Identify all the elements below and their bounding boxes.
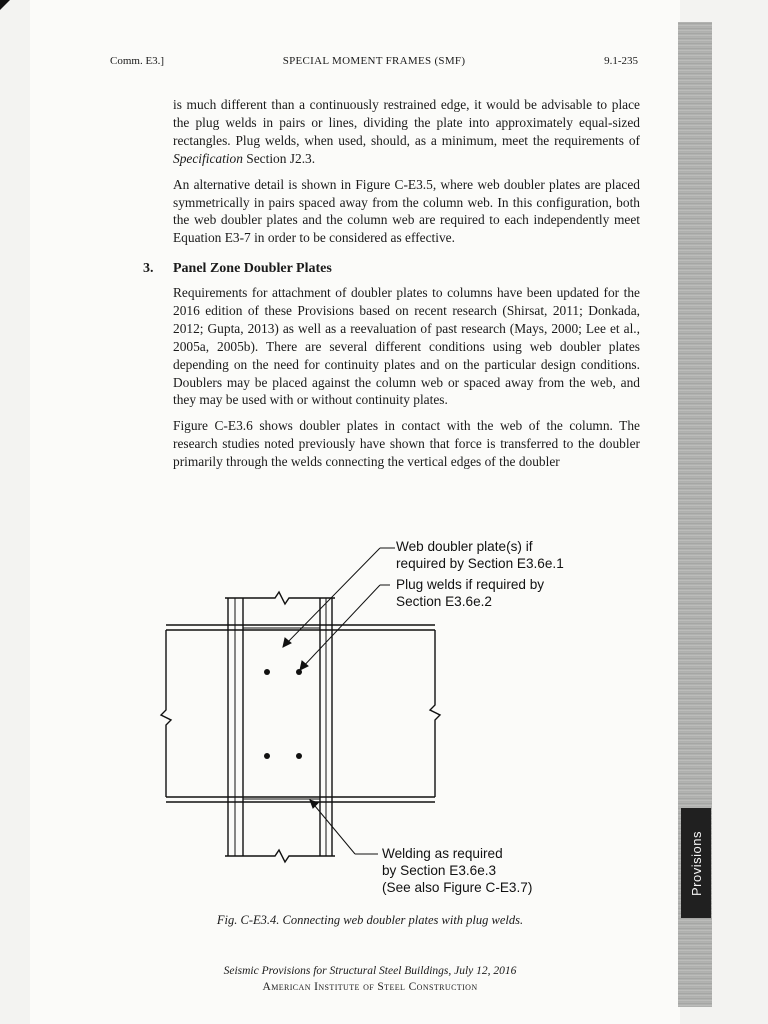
body-text-top bbox=[173, 96, 640, 255]
body-text-bottom bbox=[173, 284, 640, 479]
paragraph-2: An alternative detail is shown in Figure C-E3.5, where web doubler plates are placed symmetrically in pairs spaced away from the column web. In this configuration, both the web doubler plates and the column web are required to each independently meet Equation E3-7 in order to be considered as effective. bbox=[173, 176, 640, 246]
footer-publisher: American Institute of Steel Construction bbox=[262, 981, 478, 993]
paragraph-1-text: is much different than a continuously restrained edge, it would be advisable to place the plug welds in pairs or lines, dividing the plate into approximately equal-sized rectangles. Plug welds, when used, should, as a minimum, meet the requirements of bbox=[173, 97, 640, 148]
footer-publication: Seismic Provisions for Structural Steel Buildings, July 12, 2016 bbox=[223, 965, 517, 977]
label-plug-welds: Plug welds if required by Section E3.6e.2 bbox=[396, 577, 545, 609]
label-web-doubler-plates: Web doubler plate(s) if required by Section E3.6e.1 bbox=[396, 539, 564, 571]
paragraph-4: Figure C-E3.6 shows doubler plates in contact with the web of the column. The research studies noted previously have shown that force is transferred to the doubler primarily through the welds connecting the vertical edges of the doubler bbox=[173, 418, 640, 470]
paragraph-1-end: Section J2.3. bbox=[242, 150, 316, 166]
section-heading bbox=[143, 261, 332, 277]
label-welding: Welding as required by Section E3.6e.3 (See also Figure C-E3.7) bbox=[382, 846, 533, 895]
running-head-section: Comm. E3.] bbox=[110, 55, 165, 67]
figure-caption: Fig. C-E3.4. Connecting web doubler plates with plug welds. bbox=[216, 913, 524, 927]
paragraph-1-italic: Specification bbox=[173, 150, 243, 166]
provisions-tab bbox=[681, 808, 711, 918]
section-number: 3. bbox=[143, 261, 154, 276]
page-number: 9.1-235 bbox=[604, 55, 638, 67]
corner-mark bbox=[0, 0, 10, 10]
running-head bbox=[110, 55, 638, 71]
paragraph-3: Requirements for attachment of doubler plates to columns have been updated for the 2016 edition of these Provisions based on recent research (Shirsat, 2011; Donkada, 2012; Gupta, 2013) as well as a reevaluation of past research (Mays, 2000; Lee et al., 2005a, 2005b). There are several different conditions using web doubler plates depending on the need for continuity plates and on the particular design conditions. Doublers may be placed against the column web or spaced away from the web, and they may be used with or without continuity plates. bbox=[173, 285, 640, 408]
running-head-title: SPECIAL MOMENT FRAMES (SMF) bbox=[282, 55, 466, 67]
figure-doubler-plates bbox=[150, 530, 590, 900]
provisions-tab-label: Provisions bbox=[688, 830, 704, 896]
page-footer bbox=[150, 963, 590, 995]
section-title: Panel Zone Doubler Plates bbox=[173, 261, 332, 276]
paragraph-1 bbox=[173, 96, 640, 168]
